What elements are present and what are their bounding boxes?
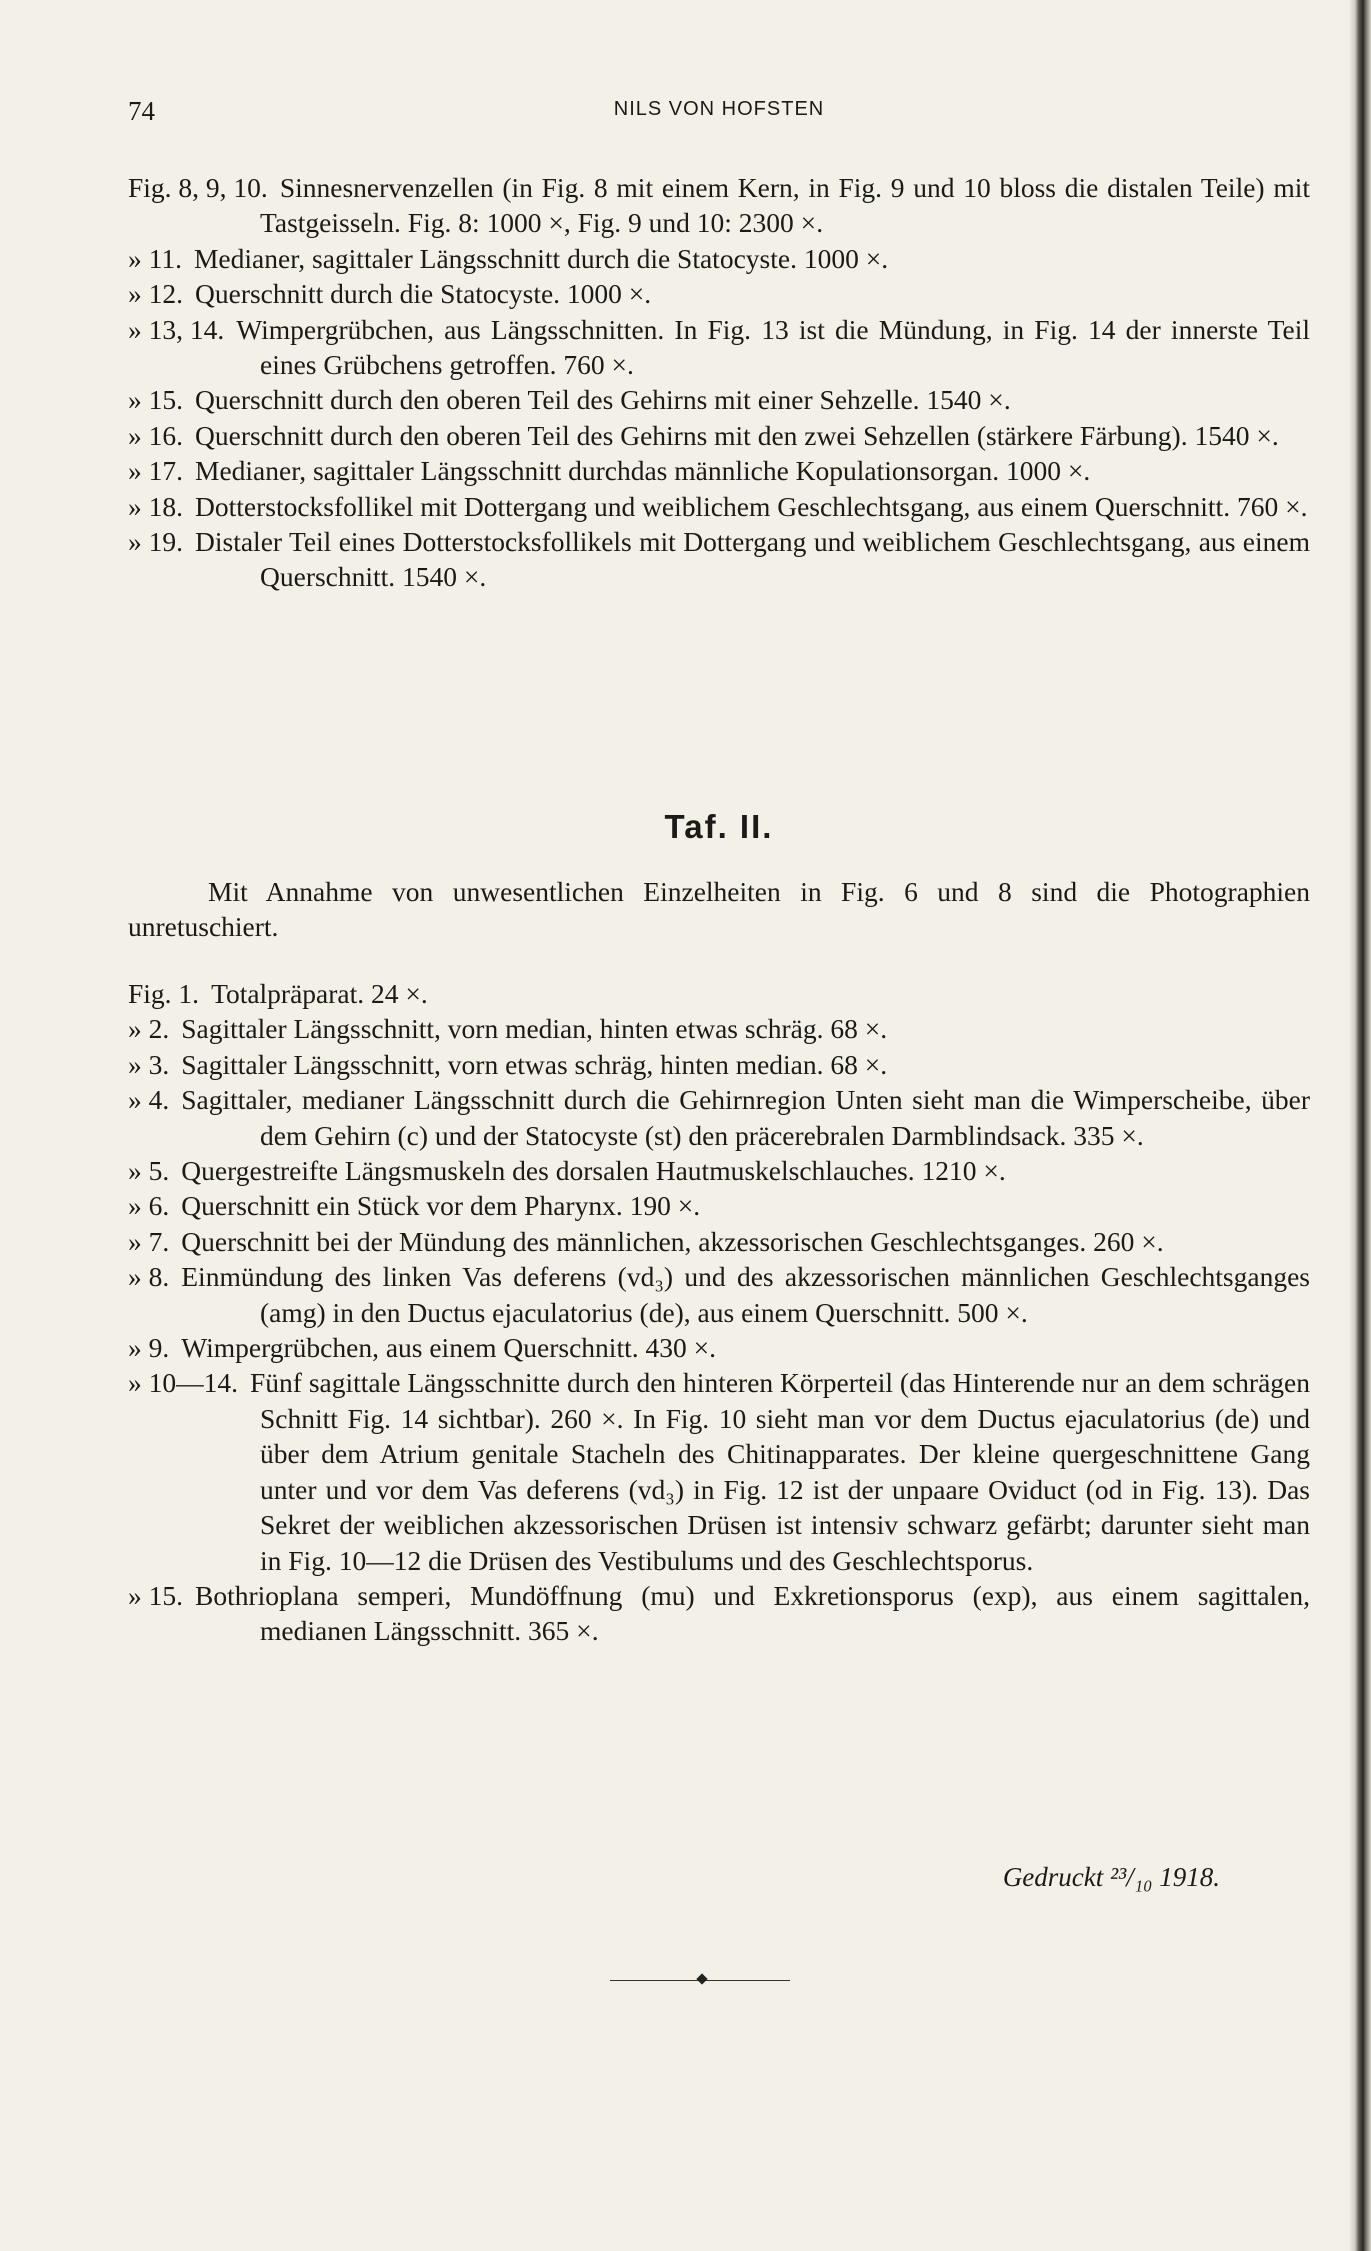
legend-label: Fig. 1.	[128, 978, 200, 1009]
legend-text: Sagittaler Längsschnitt, vorn etwas schräg, hinten median. 68 ×.	[181, 1048, 888, 1080]
legend-entry	[128, 524, 1310, 595]
legend-label: » 11.	[128, 242, 182, 274]
end-ornament	[696, 1973, 707, 1984]
legend-label: » 19.	[128, 526, 183, 558]
legend-label: » 9.	[128, 1332, 170, 1364]
legend-entry	[128, 1082, 1310, 1153]
legend-label: » 5.	[128, 1155, 170, 1187]
legend-label: Fig. 8, 9, 10.	[128, 172, 268, 203]
legend-label: » 10—14.	[128, 1367, 238, 1399]
legend-text: Distaler Teil eines Dotterstocksfollikels mit Dottergang und weiblichem Geschlechtsgang, aus einem Querschnitt. 1540 ×.	[195, 526, 1310, 593]
taf1-figure-legends	[128, 170, 1310, 595]
legend-entry	[128, 312, 1310, 383]
legend-text: Querschnitt bei der Mündung des männlichen, akzessorischen Geschlechtsganges. 260 ×.	[181, 1225, 1164, 1257]
legend-entry	[128, 418, 1310, 453]
legend-entry	[128, 976, 1310, 1011]
legend-label: » 16.	[128, 419, 183, 451]
legend-text: Totalpräparat. 24 ×.	[211, 978, 428, 1009]
legend-label: » 7.	[128, 1225, 170, 1257]
legend-label: » 8.	[128, 1261, 170, 1293]
legend-text: Fünf sagittale Längsschnitte durch den hinteren Körperteil (das Hinterende nur an dem schrägen Schnitt Fig. 14 sichtbar). 260 ×. In Fig. 10 sieht man vor dem Ductus ejaculatorius (de) und über dem Atrium genitale Stacheln des Chitinapparates. Der kleine quergeschnittene Gang unter und vor dem Vas deferens (vd₃) in Fig. 12 ist der unpaare Oviduct (od in Fig. 13). Das Sekret der weiblichen akzessorischen Drüsen ist intensiv schwarz gefärbt; darunter sieht man in Fig. 10—12 die Drüsen des Vestibulums und des Geschlechtsporus.	[250, 1367, 1310, 1576]
legend-text: Sagittaler Längsschnitt, vorn median, hinten etwas schräg. 68 ×.	[181, 1013, 888, 1045]
legend-entry	[128, 1153, 1310, 1188]
legend-label: » 3.	[128, 1048, 170, 1080]
legend-entry	[128, 241, 1310, 276]
legend-text: Medianer, sagittaler Längsschnitt durch die Statocyste. 1000 ×.	[193, 242, 889, 274]
taf2-figure-legends	[128, 976, 1310, 1649]
legend-label: » 6.	[128, 1190, 170, 1222]
legend-entry	[128, 1047, 1310, 1082]
legend-entry	[128, 1188, 1310, 1223]
legend-label: » 17.	[128, 455, 183, 487]
legend-text: Dotterstocksfollikel mit Dottergang und weiblichem Geschlechtsgang, aus einem Querschnitt. 760 ×.	[195, 490, 1308, 522]
legend-text: Bothrioplana semperi, Mundöffnung (mu) und Exkretionsporus (exp), aus einem sagittalen, medianen Längsschnitt. 365 ×.	[195, 1579, 1310, 1647]
legend-label: » 12.	[128, 278, 183, 310]
legend-label: » 15.	[128, 1579, 183, 1611]
legend-entry	[128, 170, 1310, 241]
legend-entry	[128, 1578, 1310, 1649]
legend-text: Sinnesnervenzellen (in Fig. 8 mit einem Kern, in Fig. 9 und 10 bloss die distalen Teile) mit Tastgeisseln. Fig. 8: 1000 ×, Fig. 9 und 10: 2300 ×.	[260, 172, 1310, 239]
legend-label: » 4.	[128, 1084, 170, 1116]
legend-text: Querschnitt ein Stück vor dem Pharynx. 190 ×.	[181, 1190, 701, 1222]
legend-entry	[128, 1011, 1310, 1046]
legend-entry	[128, 489, 1310, 524]
legend-text: Sagittaler, medianer Längsschnitt durch die Gehirnregion Unten sieht man die Wimperscheibe, über dem Gehirn (c) und der Statocyste (st) den präcerebralen Darmblindsack. 335 ×.	[181, 1084, 1310, 1151]
printing-date: Gedruckt ²³/₁₀ 1918.	[1002, 1862, 1220, 1892]
legend-text: Quergestreifte Längsmuskeln des dorsalen Hautmuskelschlauches. 1210 ×.	[181, 1155, 1006, 1187]
running-head: NILS VON HOFSTEN	[613, 98, 825, 120]
legend-entry	[128, 1365, 1310, 1577]
legend-entry	[128, 276, 1310, 311]
legend-text: Medianer, sagittaler Längsschnitt durchdas männliche Kopulationsorgan. 1000 ×.	[195, 455, 1091, 487]
page-number: 74	[128, 96, 155, 126]
legend-entry	[128, 1224, 1310, 1259]
legend-label: » 13, 14.	[128, 313, 225, 345]
legend-text: Wimpergrübchen, aus einem Querschnitt. 430 ×.	[181, 1332, 716, 1364]
page-edge	[1349, 0, 1371, 2251]
page-header	[128, 96, 1310, 126]
legend-text: Einmündung des linken Vas deferens (vd₃) und des akzessorischen männlichen Geschlechtsganges (amg) in den Ductus ejaculatorius (de), aus einem Querschnitt. 500 ×.	[181, 1261, 1310, 1328]
legend-label: » 18.	[128, 490, 183, 522]
section-title: Taf. II.	[664, 808, 774, 845]
legend-text: Querschnitt durch den oberen Teil des Gehirns mit einer Sehzelle. 1540 ×.	[195, 384, 1011, 416]
section-intro: Mit Annahme von unwesentlichen Einzelheiten in Fig. 6 und 8 sind die Photographien unretuschiert.	[128, 876, 1310, 943]
legend-label: » 2.	[128, 1013, 170, 1045]
legend-text: Wimpergrübchen, aus Längsschnitten. In Fig. 13 ist die Mündung, in Fig. 14 der innerste Teil eines Grübchens getroffen. 760 ×.	[236, 313, 1310, 381]
legend-text: Querschnitt durch den oberen Teil des Gehirns mit den zwei Sehzellen (stärkere Färbung). 1540 ×.	[195, 419, 1279, 451]
legend-entry	[128, 1330, 1310, 1365]
legend-entry	[128, 382, 1310, 417]
legend-entry	[128, 453, 1310, 488]
legend-text: Querschnitt durch die Statocyste. 1000 ×.	[195, 278, 652, 310]
legend-entry	[128, 1259, 1310, 1330]
legend-label: » 15.	[128, 384, 183, 416]
